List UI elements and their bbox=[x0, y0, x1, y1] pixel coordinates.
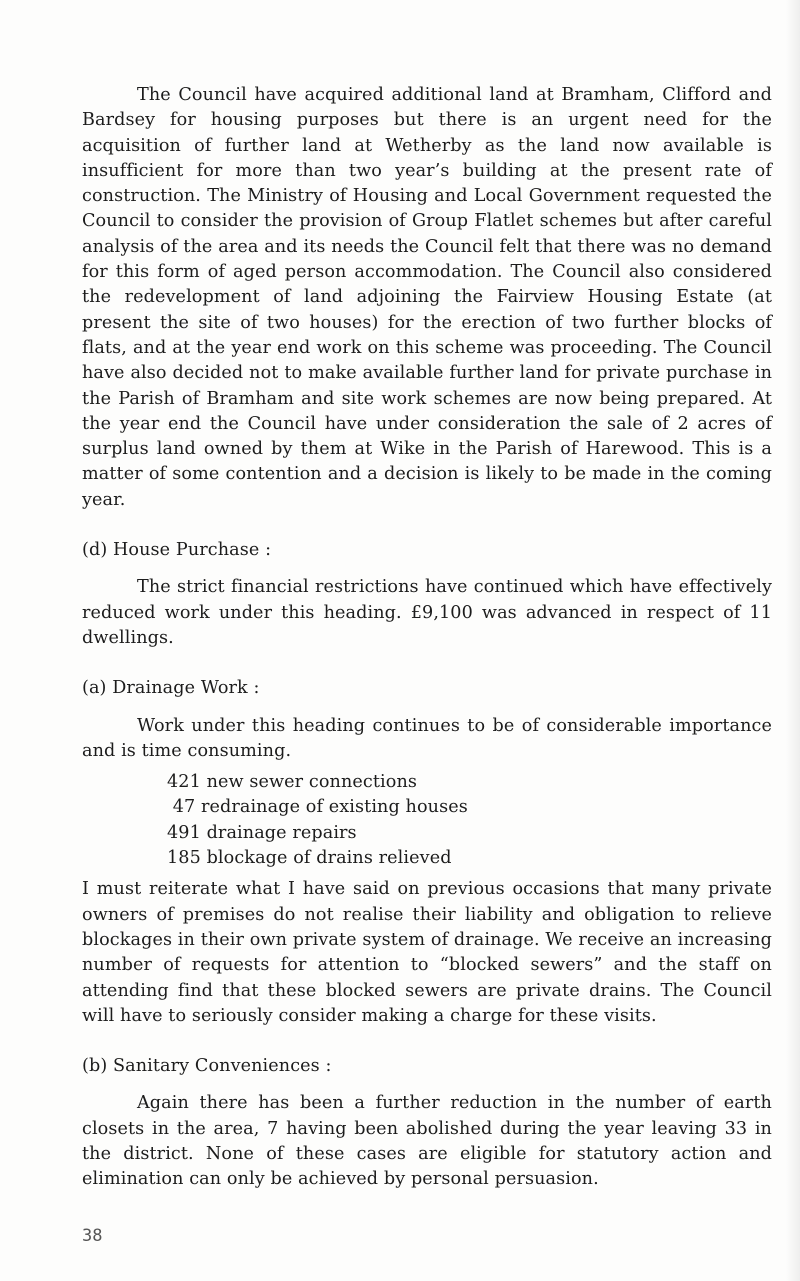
section-heading-drainage-work: (a) Drainage Work : bbox=[82, 678, 260, 699]
page-edge-shadow bbox=[786, 0, 800, 1281]
drainage-statistics-list bbox=[82, 770, 772, 871]
drainage-reiterate-paragraph: I must reiterate what I have said on previous occasions that many private owners of premises do not realise their liability and obligation to relieve blockages in their own private system of drainage. We receive an increasing number of requests for attention to “blocked sewers” and the staff on attending find that these blocked sewers are private drains. The Council will have to seriously consider making a charge for these visits. bbox=[82, 879, 772, 1026]
intro-paragraph: The Council have acquired additional land at Bramham, Clifford and Bardsey for housing purposes but there is an urgent need for the acquisition of further land at Wetherby as the land now available is insufficient for more than two year’s building at the present rate of construction. The Ministry of Housing and Local Government requested the Council to consider the provision of Group Flatlet schemes but after careful analysis of the area and its needs the Council felt that there was no demand for this form of aged person accommodation. The Council also considered the redevelopment of land adjoining the Fairview Housing Estate (at present the site of two houses) for the erection of two further blocks of flats, and at the year end work on this scheme was proceeding. The Council have also decided not to make available further land for private purchase in the Parish of Bramham and site work schemes are now being prepared. At the year end the Council have under consideration the sale of 2 acres of surplus land owned by them at Wike in the Parish of Harewood. This is a matter of some contention and a decision is likely to be made in the coming year. bbox=[82, 85, 772, 510]
drainage-work-paragraph: Work under this heading continues to be of considerable importance and is time consuming. bbox=[82, 715, 772, 761]
list-item: 47 redrainage of existing houses bbox=[167, 797, 468, 818]
house-purchase-paragraph: The strict financial restrictions have continued which have effectively reduced work under this heading. £9,100 was advanced in respect of 11 dwellings. bbox=[82, 577, 772, 648]
document-body bbox=[82, 83, 772, 1193]
section-heading-sanitary-conveniences: (b) Sanitary Conveniences : bbox=[82, 1056, 332, 1077]
list-item: 421 new sewer connections bbox=[167, 772, 418, 793]
section-heading-house-purchase: (d) House Purchase : bbox=[82, 540, 272, 561]
list-item: 185 blockage of drains relieved bbox=[167, 848, 452, 869]
list-item: 491 drainage repairs bbox=[167, 822, 357, 843]
sanitary-conveniences-paragraph: Again there has been a further reduction in the number of earth closets in the area, 7 having been abolished during the year leaving 33 in the district. None of these cases are eligible for statutory action and elimination can only be achieved by personal persuasion. bbox=[82, 1093, 772, 1190]
page-number: 38 bbox=[82, 1226, 103, 1246]
